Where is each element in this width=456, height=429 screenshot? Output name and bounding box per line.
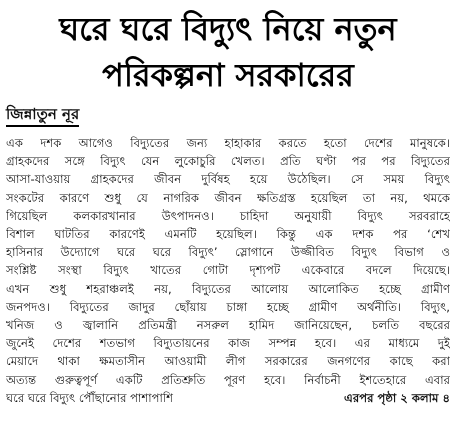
body-line: এক দশক আগেও বিদ্যুতের জন্য হাহাকার করতে হতো দেশের মানুষকে। — [6, 136, 450, 150]
body-last-line — [6, 389, 450, 407]
body-line: মেয়াদে থাকা ক্ষমতাসীন আওয়ামী লীগ সরকারের জনগণের কাছে করা — [6, 354, 450, 369]
headline-line-1: ঘরে ঘরে বিদ্যুৎ নিয়ে নতুন — [59, 10, 397, 48]
headline — [6, 6, 450, 98]
body-line: সংশ্লিষ্ট সংস্থা বিদ্যুৎ খাতের গোটা দৃশ্যপট একেবারে বদলে দিয়েছে। — [6, 263, 450, 278]
body-line: বিশাল ঘাটতির কারণেই এমনটি হয়েছিল। কিন্তু এক দশক পর ‘শেখ — [6, 227, 450, 242]
body-line: গিয়েছিল কলকারখানার উৎপাদনও। চাহিদা অনুযায়ী বিদ্যুৎ সরবরাহে — [6, 208, 450, 223]
body-line: এখন শুধু শহরাঞ্চলই নয়, বিদ্যুতের আলোয় আলোকিত হচ্ছে গ্রামীণ — [6, 281, 450, 296]
continuation-note: এরপর পৃষ্ঠা ২ কলাম ৪ — [344, 390, 450, 405]
byline-row — [6, 104, 450, 128]
body-line: খনিজ ও জ্বালানি প্রতিমন্ত্রী নসরুল হামিদ জানিয়েছেন, চলতি বছরের — [6, 318, 450, 333]
article-body — [6, 134, 450, 407]
body-line: জনপদও। বিদ্যুতের জাদুর ছোঁয়ায় চাঙ্গা হচ্ছে গ্রামীণ অর্থনীতি। বিদ্যুৎ, — [6, 299, 450, 314]
body-line: জুনেই দেশের শতভাগ বিদ্যুতায়নের কাজ সম্পন্ন হবে। এর মাধ্যমে দুই — [6, 336, 450, 351]
headline-line-2: পরিকল্পনা সরকারের — [102, 56, 354, 94]
byline: জিন্নাতুন নূর — [6, 104, 79, 127]
body-line: হাসিনার উদ্যোগে ঘরে ঘরে বিদ্যুৎ’ স্লোগানে উজ্জীবিত বিদ্যুৎ বিভাগ ও — [6, 245, 450, 260]
body-line: অত্যন্ত গুরুত্বপূর্ণ একটি প্রতিশ্রুতি পূরণ হবে। নির্বাচনী ইশতেহারে এবার — [6, 372, 450, 387]
body-line: সংকটের কারণে শুধু যে নাগরিক জীবন ক্ষতিগ্রস্ত হয়েছিল তা নয়, থমকে — [6, 190, 450, 205]
body-line: আসা-যাওয়ায় গ্রাহকদের জীবন দুর্বিষহ হয়ে উঠেছিল। সে সময় বিদ্যুৎ — [6, 172, 450, 187]
body-line-final: ঘরে ঘরে বিদ্যুৎ পৌঁছানোর পাশাপাশি — [6, 390, 174, 405]
body-line: গ্রাহকদের সঙ্গে বিদ্যুৎ যেন লুকোচুরি খেলত। প্রতি ঘণ্টা পর পর বিদ্যুতের — [6, 154, 450, 169]
